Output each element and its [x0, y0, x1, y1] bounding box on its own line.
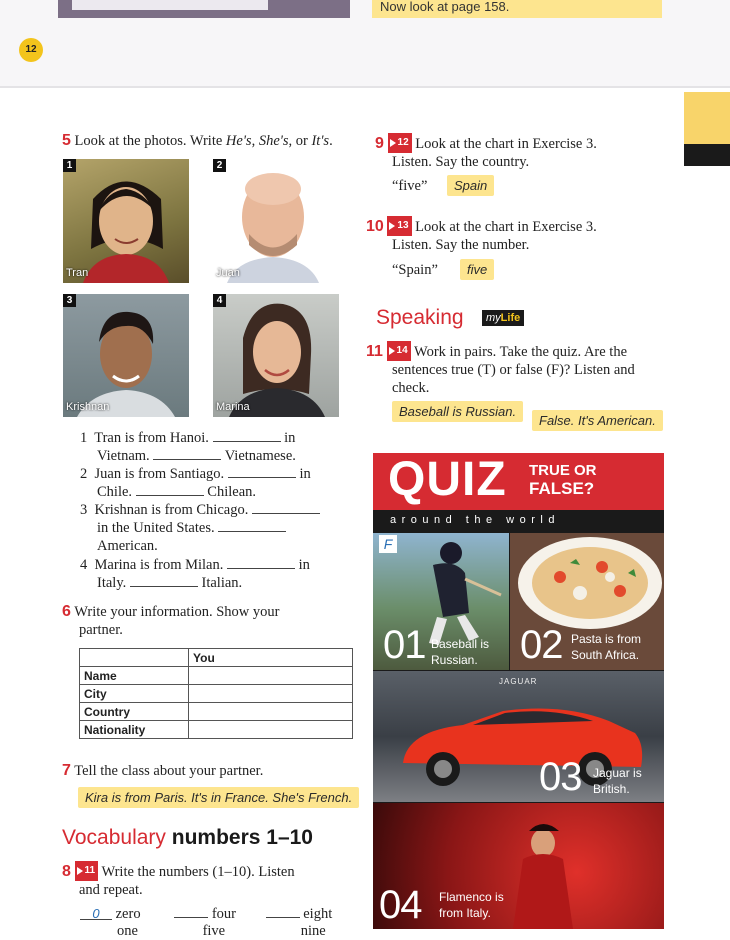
table-row: Nationality: [80, 721, 353, 739]
table-header-you: You: [189, 649, 353, 667]
photo-number: 1: [63, 159, 76, 172]
photo-tran: [63, 159, 189, 283]
ex10-number: 10: [366, 218, 384, 235]
answer-blank[interactable]: [228, 466, 296, 478]
ex7-speech-bubble: Kira is from Paris. It's in France. She's French.: [78, 787, 359, 808]
quiz-item-number: 02: [520, 623, 563, 667]
play-icon: [390, 139, 396, 147]
table-row: Country: [80, 703, 353, 721]
photo-label: Juan: [216, 267, 240, 279]
ex10-prompt: “Spain”: [392, 262, 438, 278]
table-input-cell[interactable]: [189, 703, 353, 721]
vocabulary-heading: Vocabulary numbers 1–10: [62, 826, 313, 849]
ex8-instruction: 8 11 Write the numbers (1–10). Listen and repeat.: [62, 863, 295, 898]
photo-label: Krishnan: [66, 401, 110, 413]
ex6-number: 6: [62, 603, 71, 620]
ex8-number-row-2: one five nine: [117, 923, 326, 939]
portrait-krishnan: [63, 294, 189, 417]
quiz-item-number: 01: [383, 623, 426, 667]
photo-number: 2: [213, 159, 226, 172]
audio-track-button[interactable]: 11: [75, 861, 99, 881]
play-icon: [389, 347, 395, 355]
ex10-instruction: 10 13 Look at the chart in Exercise 3. Listen. Say the number.: [366, 218, 597, 253]
quiz-item-caption: Jaguar is British.: [593, 766, 642, 796]
ex9-instruction: 9 12 Look at the chart in Exercise 3. Listen. Say the country.: [375, 135, 597, 170]
ex5-instruction: 5 Look at the photos. Write He's, She's, or It's.: [62, 132, 333, 149]
ex8-number-row: 0 zero four eight: [80, 905, 360, 923]
answer-blank[interactable]: [136, 484, 204, 496]
quiz-item-number: 03: [539, 755, 582, 799]
photo-krishnan: [63, 294, 189, 417]
answer-blank[interactable]: [174, 906, 208, 918]
quiz-tile-jaguar: [373, 671, 664, 802]
answer-blank[interactable]: [227, 557, 295, 569]
table-row: City: [80, 685, 353, 703]
ex6-instruction: 6 Write your information. Show your partner.: [62, 603, 280, 638]
quiz-item-caption: Flamenco is from Italy.: [439, 890, 504, 920]
answer-blank[interactable]: [153, 448, 221, 460]
speaking-heading: Speaking: [376, 306, 464, 329]
ex10-answer-bubble: five: [460, 259, 494, 280]
info-table: [79, 648, 353, 739]
table-row: Name: [80, 667, 353, 685]
ex5-item-4: 4 Marina is from Milan. in Italy. Italian.: [80, 557, 310, 591]
table-input-cell[interactable]: [189, 721, 353, 739]
portrait-tran: [63, 159, 189, 283]
ex5-number: 5: [62, 132, 71, 149]
quiz-subtitle: around the world: [390, 514, 560, 526]
answer-blank[interactable]: [266, 906, 300, 918]
mylife-badge: myLife: [482, 310, 524, 326]
audio-track-button[interactable]: 12: [388, 133, 412, 153]
ex11-bubble-1: Baseball is Russian.: [392, 401, 523, 422]
quiz-true-false: TRUE OR FALSE?: [529, 462, 597, 498]
ex5-item-2: 2 Juan is from Santiago. in Chile. Chilean.: [80, 466, 311, 500]
ex11-bubble-2: False. It's American.: [532, 410, 663, 431]
answer-blank[interactable]: 0: [80, 908, 112, 920]
quiz-item-caption: Pasta is from South Africa.: [571, 632, 642, 662]
previous-page-image-inner: [72, 0, 268, 10]
side-tab-black: [684, 144, 730, 166]
quiz-tile-pasta: [510, 533, 664, 670]
ex7-number: 7: [62, 762, 71, 779]
answer-blank[interactable]: [213, 430, 281, 442]
portrait-marina: [213, 294, 339, 417]
top-note: Now look at page 158.: [372, 0, 662, 18]
table-header-row: [80, 649, 353, 667]
answer-mark: F: [379, 535, 397, 553]
quiz-item-number: 04: [379, 883, 422, 927]
photo-label: Marina: [216, 401, 250, 413]
table-input-cell[interactable]: [189, 685, 353, 703]
audio-track-button[interactable]: 14: [387, 341, 411, 361]
photo-number: 4: [213, 294, 226, 307]
photo-marina: [213, 294, 339, 417]
quiz-title: QUIZ: [388, 453, 507, 506]
quiz-tile-flamenco: [373, 803, 664, 929]
page-divider: [0, 86, 730, 88]
answer-blank[interactable]: [218, 520, 286, 532]
audio-track-button[interactable]: 13: [387, 216, 411, 236]
quiz-tile-baseball: [373, 533, 509, 670]
ex5-item-3: 3 Krishnan is from Chicago. in the United States. American.: [80, 501, 350, 555]
ex7-instruction: 7 Tell the class about your partner.: [62, 762, 264, 779]
car-brand-sign: JAGUAR: [499, 677, 538, 686]
play-icon: [77, 867, 83, 875]
table-input-cell[interactable]: [189, 667, 353, 685]
answer-blank[interactable]: [252, 502, 320, 514]
answer-blank[interactable]: [130, 575, 198, 587]
ex9-answer-bubble: Spain: [447, 175, 494, 196]
ex8-number: 8: [62, 863, 71, 880]
ex11-instruction: 11 14 Work in pairs. Take the quiz. Are the sentences true (T) or false (F)? Listen and check.: [366, 343, 635, 396]
portrait-juan: [213, 159, 339, 283]
ex9-prompt: “five”: [392, 178, 428, 194]
side-tab-yellow: [684, 92, 730, 144]
photo-label: Tran: [66, 267, 89, 279]
quiz-item-caption: Baseball is Russian.: [431, 637, 490, 667]
play-icon: [389, 222, 395, 230]
photo-number: 3: [63, 294, 76, 307]
ex9-number: 9: [375, 135, 384, 152]
ex11-number: 11: [366, 343, 383, 360]
ex5-item-1: 1 Tran is from Hanoi. in Vietnam. Vietnamese.: [80, 430, 296, 464]
page-number: 12: [19, 38, 43, 62]
photo-juan: [213, 159, 339, 283]
